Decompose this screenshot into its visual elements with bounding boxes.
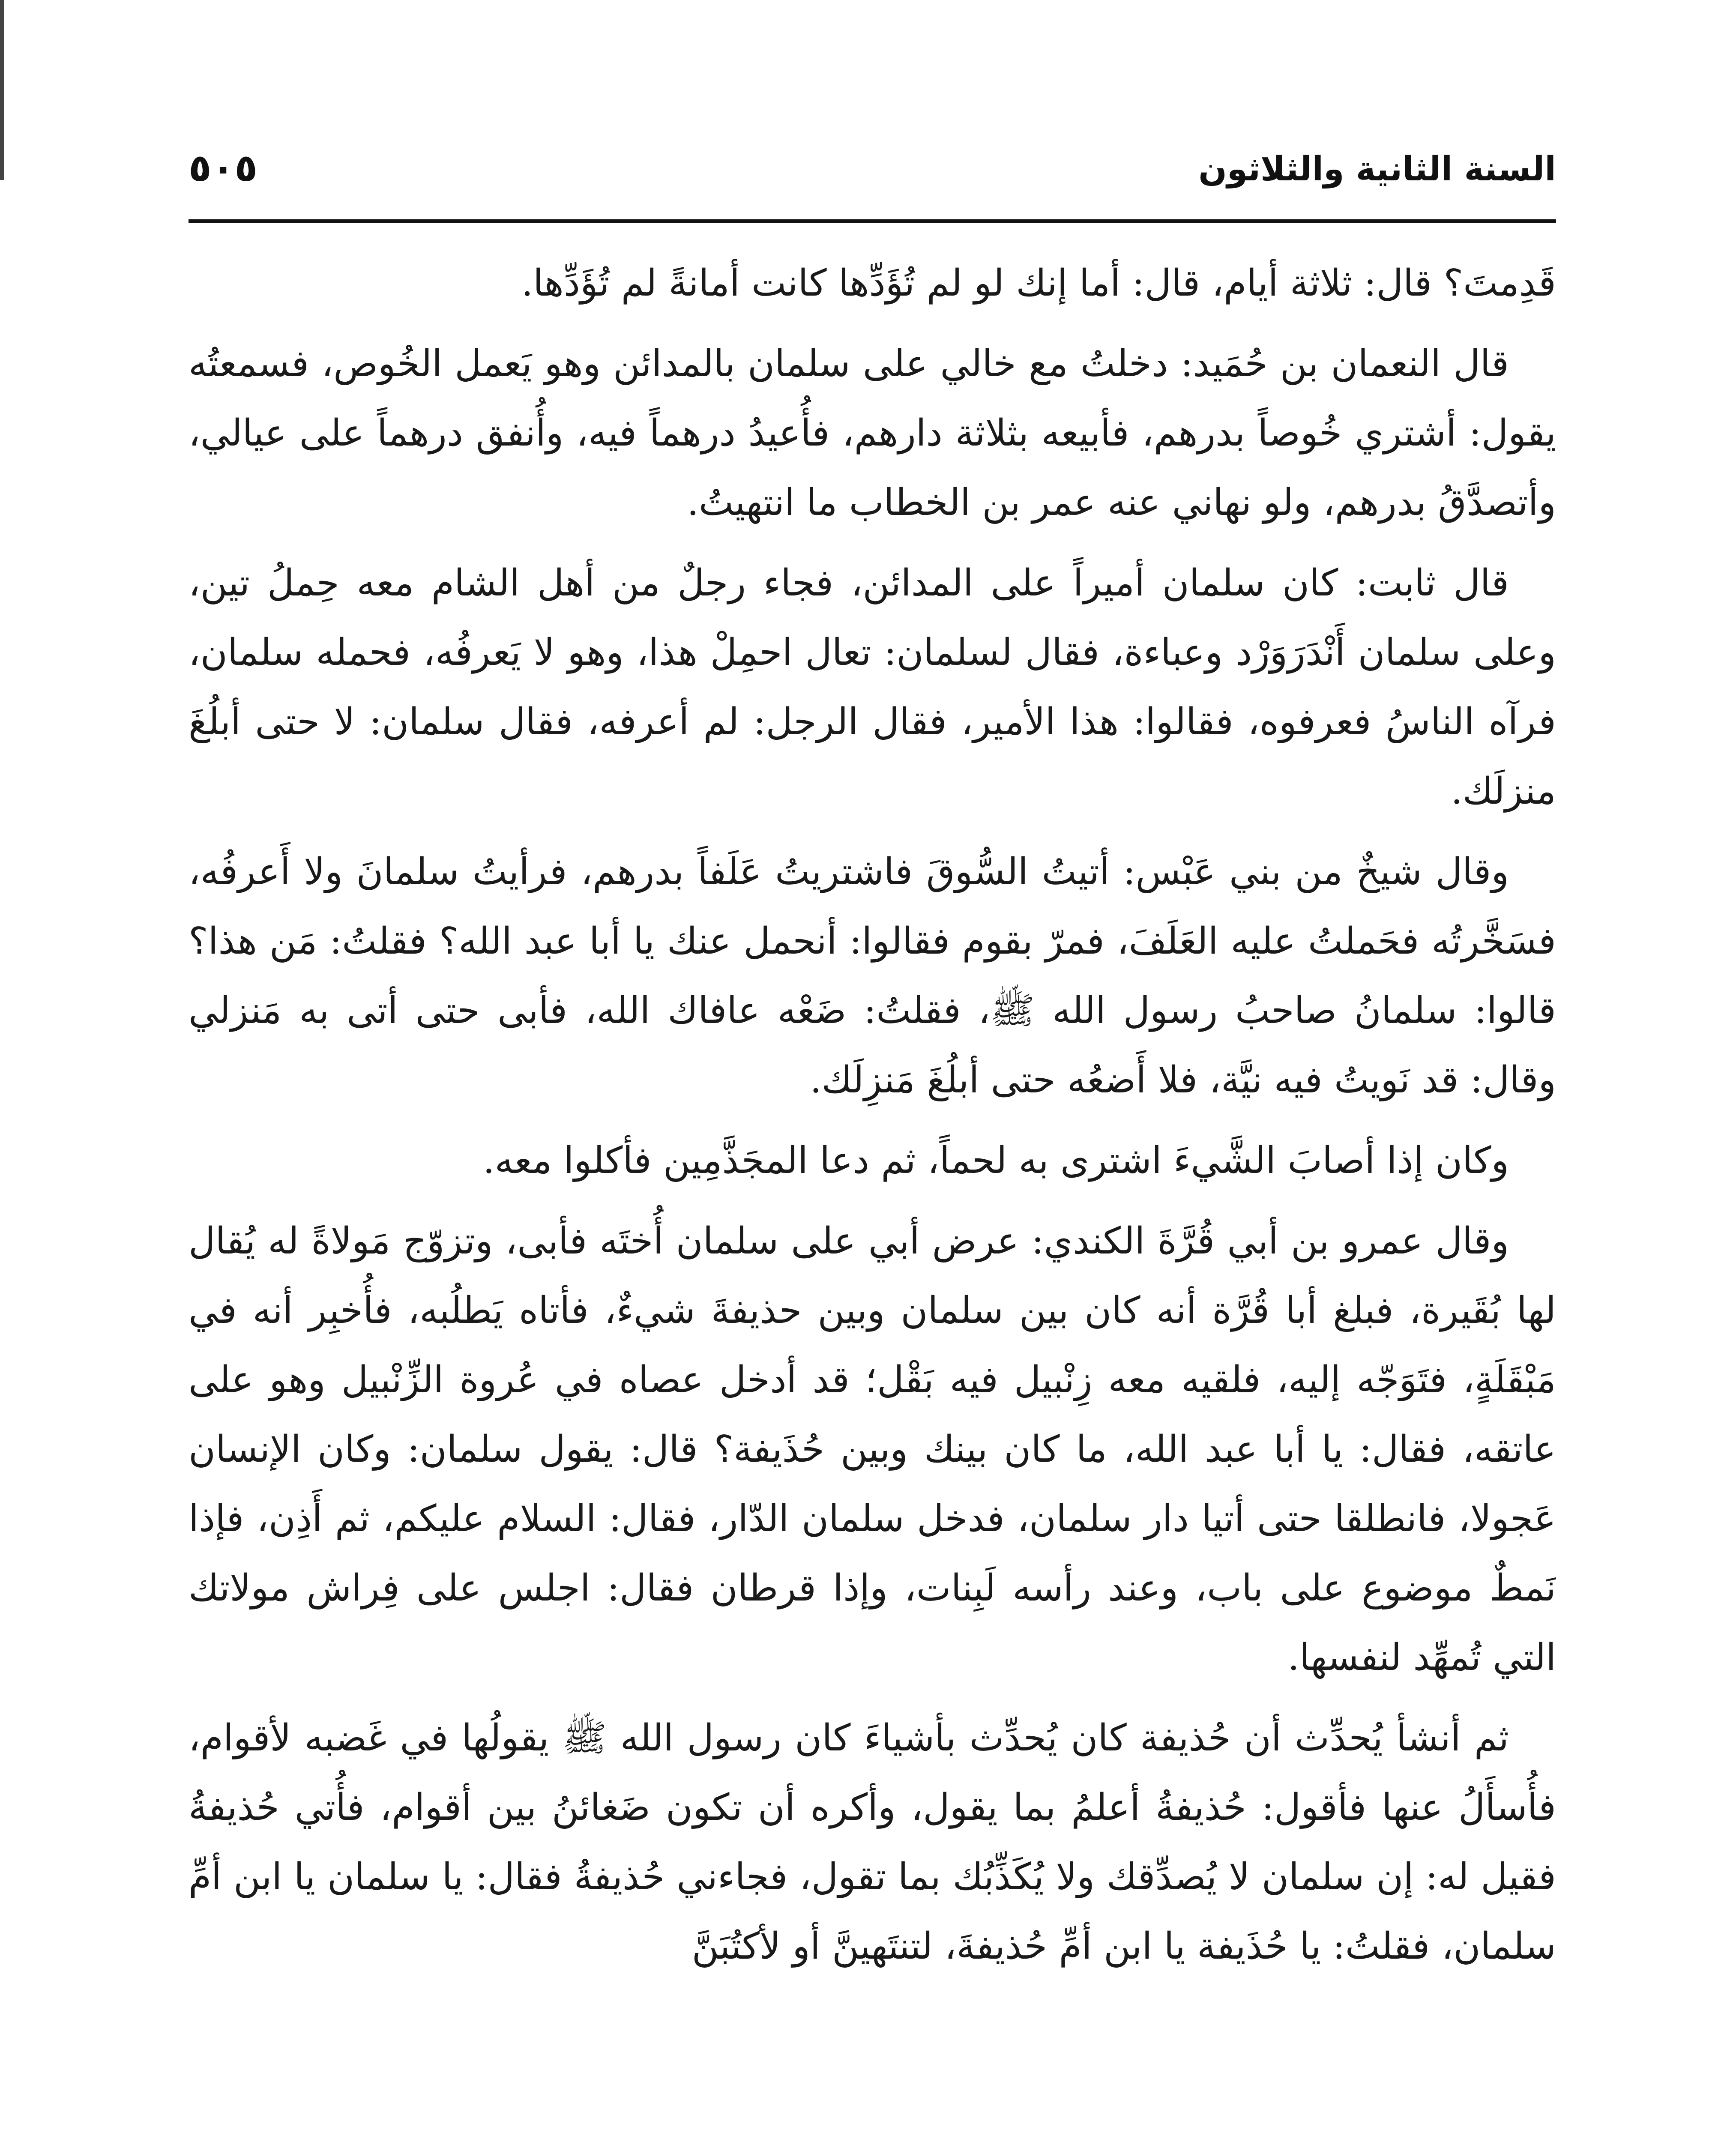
paragraph: قال النعمان بن حُمَيد: دخلتُ مع خالي على سلمان بالمدائن وهو يَعمل الخُوص، فسمعتُه يقول: أشتري خُوصاً بدرهم، فأبيعه بثلاثة دارهم، فأُعيدُ درهماً فيه، وأُنفق درهماً على عيالي، وأتصدَّقُ بدرهم، ولو نهاني عنه عمر بن الخطاب ما انتهيتُ.: [189, 342, 1556, 524]
page-header: [189, 124, 1556, 210]
page-number: ٥٠٥: [189, 146, 258, 190]
body-text: [189, 248, 1556, 2142]
paragraph: وكان إذا أصابَ الشَّيءَ اشترى به لحماً، ثم دعا المجَذَّمِين فأكلوا معه.: [483, 1139, 1509, 1182]
paragraph: قال ثابت: كان سلمان أميراً على المدائن، فجاء رجلٌ من أهل الشام معه حِملُ تين، وعلى سلمان أَنْدَرَوَرْد وعباءة، فقال لسلمان: تعال احمِلْ هذا، وهو لا يَعرفُه، فحمله سلمان، فرآه الناسُ فعرفوه، فقالوا: هذا الأمير، فقال الرجل: لم أعرفه، فقال سلمان: لا حتى أبلُغَ منزلَك.: [189, 562, 1556, 813]
paragraph: وقال عمرو بن أبي قُرَّةَ الكندي: عرض أبي على سلمان أُختَه فأبى، وتزوّج مَولاةً له يُقال لها بُقَيرة، فبلغ أبا قُرَّة أنه كان بين سلمان وبين حذيفةَ شيءٌ، فأتاه يَطلُبه، فأُخبِر أنه في مَبْقَلَةٍ، فتَوَجّه إليه، فلقيه معه زِنْبيل فيه بَقْل؛ قد أدخل عصاه في عُروة الزِّنْبيل وهو على عاتقه، فقال: يا أبا عبد الله، ما كان بينك وبين حُذَيفة؟ قال: يقول سلمان: وكان الإنسان عَجولا، فانطلقا حتى أتيا دار سلمان، فدخل سلمان الدّار، فقال: السلام عليكم، ثم أَذِن، فإذا نَمطٌ موضوع على باب، وعند رأسه لَبِنات، وإذا قرطان فقال: اجلس على فِراش مولاتك التي تُمهِّد لنفسها.: [189, 1220, 1556, 1679]
paragraph: وقال شيخٌ من بني عَبْس: أتيتُ السُّوقَ فاشتريتُ عَلَفاً بدرهم، فرأيتُ سلمانَ ولا أَعرفُه، فسَخَّرتُه فحَملتُ عليه العَلَفَ، فمرّ بقوم فقالوا: أنحمل عنك يا أبا عبد الله؟ فقلتُ: مَن هذا؟ قالوا: سلمانُ صاحبُ رسول الله ﷺ، فقلتُ: ضَعْه عافاك الله، فأبى حتى أتى به مَنزلي وقال: قد نَويتُ فيه نيَّة، فلا أَضعُه حتى أبلُغَ مَنزِلَك.: [189, 850, 1556, 1101]
header-rule: [189, 219, 1556, 223]
running-title: السنة الثانية والثلاثون: [1198, 150, 1556, 188]
scan-edge-mark: [0, 0, 4, 180]
paragraph: ثم أنشأ يُحدِّث أن حُذيفة كان يُحدِّث بأشياءَ كان رسول الله ﷺ يقولُها في غَضبه لأقوام، فأُسأَلُ عنها فأقول: حُذيفةُ أعلمُ بما يقول، وأكره أن تكون ضَغائنُ بين أقوام، فأُتي حُذيفةُ فقيل له: إن سلمان لا يُصدِّقك ولا يُكَذِّبُك بما تقول، فجاءني حُذيفةُ فقال: يا سلمان يا ابن أمِّ سلمان، فقلتُ: يا حُذَيفة يا ابن أمِّ حُذيفةَ، لتنتَهينَّ أو لأكتُبَنَّ: [189, 1717, 1556, 1968]
paragraph: قَدِمتَ؟ قال: ثلاثة أيام، قال: أما إنك لو لم تُؤَدِّها كانت أمانةً لم تُؤَدِّها.: [521, 262, 1556, 305]
